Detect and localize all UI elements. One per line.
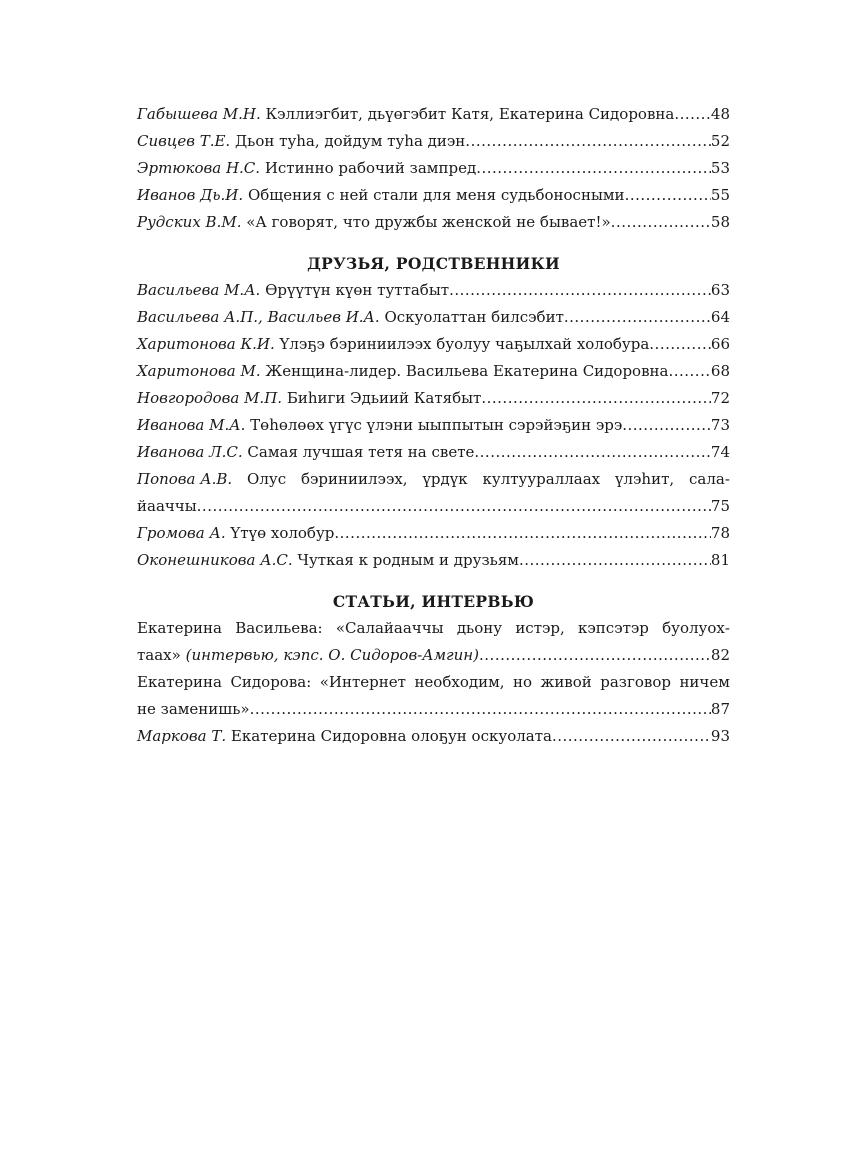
toc-title: Үлэҕэ бэриниилээх буолуу чаҕылхай холобура (279, 335, 650, 353)
toc-page-number: 81 (710, 551, 730, 569)
toc-author: Харитонова М. (137, 362, 261, 380)
toc-page-number: 93 (710, 727, 730, 745)
toc-entry (137, 547, 730, 574)
toc-title: Дьон туһа, дойдум туһа диэн (234, 132, 466, 150)
toc-author: Сивцев Т.Е. (137, 132, 231, 150)
toc-entry (137, 304, 730, 331)
toc-title: Төһөлөөх үгүс үлэни ыыппытын сэрэйэҕин эрэ (250, 416, 623, 434)
toc-title: Үтүө холобур (230, 524, 335, 542)
toc-author: Эртюкова Н.С. (137, 159, 261, 177)
dot-leader (649, 331, 711, 358)
toc-entry-line (137, 696, 730, 723)
toc-word: истэр, (515, 619, 565, 637)
toc-entry-line (137, 466, 730, 493)
dot-leader (564, 304, 711, 331)
toc-word: үлэһит, (615, 470, 675, 488)
dot-leader (250, 696, 711, 723)
toc-entry (137, 101, 730, 128)
toc-entry-line (137, 642, 730, 669)
toc-entry-line (137, 493, 730, 520)
toc-word: но (513, 673, 533, 691)
toc-author: Васильева А.П., Васильев И.А. (137, 308, 380, 326)
toc-page-number: 87 (710, 700, 730, 718)
toc-page-number: 48 (710, 105, 730, 123)
toc-page-number: 74 (710, 443, 730, 461)
toc-word: кэпсэтэр (578, 619, 649, 637)
toc-word: разговор (600, 673, 671, 691)
toc-author: Оконешникова А.С. (137, 551, 293, 569)
toc-entry-multiline (137, 669, 730, 723)
toc-title: Кэллиэгбит, дьүөгэбит Катя, Екатерина Сидоровна (265, 105, 675, 123)
toc-word: живой (540, 673, 592, 691)
toc-author: Иванова М.А. (137, 416, 246, 434)
toc-title: Биһиги Эдьиий Катябыт (286, 389, 482, 407)
table-of-contents (137, 101, 730, 750)
dot-leader (474, 439, 711, 466)
toc-title: Өрүүтүн күөн туттабыт (265, 281, 450, 299)
toc-entry (137, 520, 730, 547)
toc-author: Иванов Дь.И. (137, 186, 244, 204)
toc-entry (137, 412, 730, 439)
toc-title-note: (интервью, кэпс. О. Сидоров-Амгин) (185, 646, 480, 664)
toc-entry (137, 182, 730, 209)
toc-title: Екатерина Сидоровна олоҕун оскуолата (230, 727, 552, 745)
toc-title: не заменишь» (137, 700, 250, 718)
toc-page-number: 75 (710, 497, 730, 515)
toc-title: Самая лучшая тетя на свете (247, 443, 475, 461)
toc-page-number: 64 (710, 308, 730, 326)
toc-entry (137, 128, 730, 155)
toc-word: «Интернет (319, 673, 406, 691)
toc-page-number: 78 (710, 524, 730, 542)
toc-entry (137, 155, 730, 182)
dot-leader (622, 412, 711, 439)
toc-word: «Салайааччы (335, 619, 444, 637)
toc-word: Екатерина (137, 619, 222, 637)
toc-entry-multiline (137, 466, 730, 520)
toc-word: Васильева: (235, 619, 323, 637)
toc-title: Чуткая к родным и друзьям (297, 551, 519, 569)
toc-page-number: 58 (710, 213, 730, 231)
toc-page-number: 55 (710, 186, 730, 204)
toc-page-number: 72 (710, 389, 730, 407)
toc-author: Харитонова К.И. (137, 335, 275, 353)
toc-entry (137, 358, 730, 385)
toc-entry (137, 277, 730, 304)
dot-leader (668, 358, 710, 385)
toc-word: Екатерина (137, 673, 222, 691)
toc-page-number: 82 (710, 646, 730, 664)
toc-entry (137, 385, 730, 412)
toc-page-number: 53 (710, 159, 730, 177)
toc-word: необходим, (414, 673, 505, 691)
toc-page-number: 73 (710, 416, 730, 434)
toc-entry-line (137, 615, 730, 642)
toc-page-number: 66 (710, 335, 730, 353)
toc-author: Громова А. (137, 524, 226, 542)
toc-author: Габышева М.Н. (137, 105, 261, 123)
toc-word: дьону (456, 619, 503, 637)
toc-author: Васильева М.А. (137, 281, 261, 299)
dot-leader (625, 182, 711, 209)
section-heading: ДРУЗЬЯ, РОДСТВЕННИКИ (307, 254, 560, 273)
toc-word: Сидорова: (230, 673, 312, 691)
dot-leader (334, 520, 711, 547)
toc-author: Новгородова М.П. (137, 389, 283, 407)
toc-word: сала- (689, 470, 730, 488)
toc-word: Олус (247, 470, 287, 488)
dot-leader (552, 723, 711, 750)
dot-leader (479, 642, 711, 669)
toc-title: Оскуолаттан билсэбит (384, 308, 564, 326)
toc-entry-multiline (137, 615, 730, 669)
toc-author: Рудских В.М. (137, 213, 242, 231)
toc-page-number: 52 (710, 132, 730, 150)
toc-title: Общения с ней стали для меня судьбоносными (247, 186, 625, 204)
dot-leader (476, 155, 711, 182)
toc-author: Попова А.В. (137, 470, 233, 488)
dot-leader (674, 101, 711, 128)
toc-entry-line (137, 669, 730, 696)
dot-leader (465, 128, 711, 155)
dot-leader (449, 277, 711, 304)
toc-entry (137, 331, 730, 358)
toc-entry (137, 439, 730, 466)
toc-title: Женщина-лидер. Васильева Екатерина Сидоровна (265, 362, 669, 380)
toc-word: бэриниилээх, (300, 470, 408, 488)
toc-page-number: 68 (710, 362, 730, 380)
dot-leader (481, 385, 711, 412)
toc-word: ничем (679, 673, 730, 691)
toc-word: култуураллаах (482, 470, 601, 488)
toc-author: Иванова Л.С. (137, 443, 243, 461)
toc-title: Истинно рабочий зампред (264, 159, 477, 177)
toc-word: үрдүк (422, 470, 468, 488)
toc-entry (137, 723, 730, 750)
dot-leader (519, 547, 711, 574)
section-heading: СТАТЬИ, ИНТЕРВЬЮ (332, 592, 535, 611)
toc-page-number: 63 (710, 281, 730, 299)
toc-author: Маркова Т. (137, 727, 227, 745)
toc-word: буолуох- (662, 619, 730, 637)
toc-entry (137, 209, 730, 236)
toc-title: йааччы (137, 497, 197, 515)
toc-title: «А говорят, что дружбы женской не бывает!» (246, 213, 611, 231)
toc-title: таах» (137, 646, 181, 664)
dot-leader (611, 209, 711, 236)
dot-leader (197, 493, 711, 520)
